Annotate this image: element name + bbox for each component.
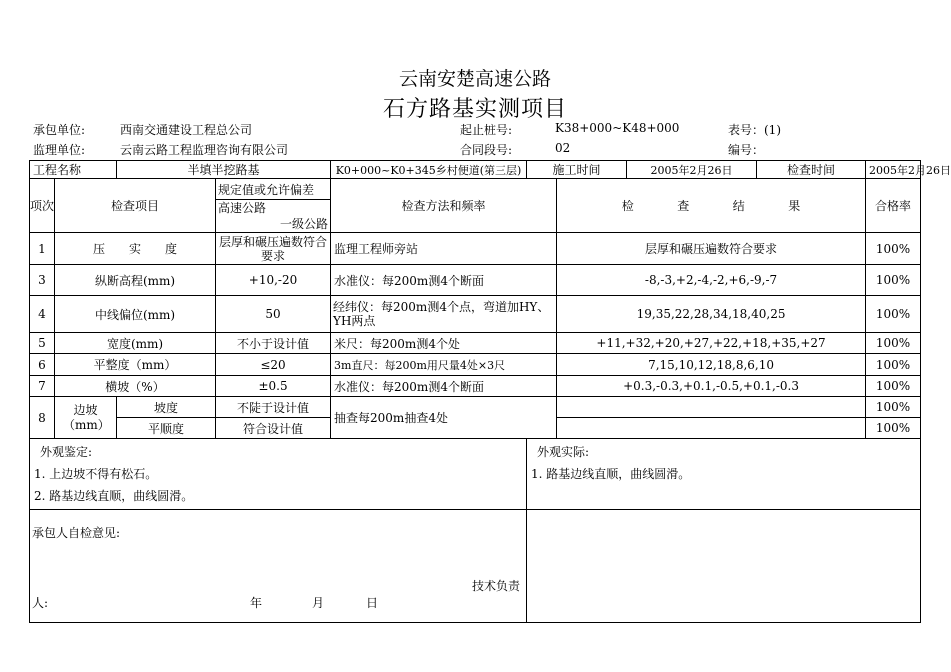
row-rate: 100% <box>866 296 921 333</box>
row-spec: 不小于设计值 <box>216 333 331 354</box>
date-day: 日 <box>366 596 379 610</box>
row-result: 层厚和碾压遍数符合要求 <box>557 233 866 265</box>
slope-sub-smoothness-spec: 符合设计值 <box>216 418 331 439</box>
appearance-left-title: 外观鉴定: <box>40 445 93 459</box>
col-header-spec-sub <box>216 200 331 233</box>
date-month: 月 <box>312 596 325 610</box>
row-method: 监理工程师旁站 <box>331 233 557 265</box>
col-header-pass-rate: 合格率 <box>866 179 921 233</box>
slope-rate-2: 100% <box>866 418 921 439</box>
tech-lead-label: 技术负责 <box>472 579 521 593</box>
row-no: 4 <box>30 296 55 333</box>
row-item: 平整度（mm） <box>55 354 216 376</box>
row-method: 水准仪：每200m测4个断面 <box>331 265 557 296</box>
col-header-method: 检查方法和频率 <box>331 179 557 233</box>
slope-sub-smoothness: 平顺度 <box>117 418 216 439</box>
slope-no: 8 <box>30 397 55 439</box>
row-result: +11,+32,+20,+27,+22,+18,+35,+27 <box>557 333 866 354</box>
row-item: 宽度(mm) <box>55 333 216 354</box>
row-no: 5 <box>30 333 55 354</box>
construct-time-value: 2005年2月26日 <box>627 161 757 179</box>
project-name-label: 工程名称 <box>30 161 117 179</box>
row-method: 水准仪：每200m测4个断面 <box>331 376 557 397</box>
row-spec: 层厚和碾压遍数符合要求 <box>216 233 331 265</box>
section-value: K0+000~K0+345乡村便道(第三层) <box>331 161 527 179</box>
row-method: 米尺：每200m测4个处 <box>331 333 557 354</box>
contract-value: 02 <box>555 141 571 155</box>
form-number: 表号：(1) <box>728 123 781 137</box>
col-header-result-1: 检 <box>621 199 634 213</box>
station-value: K38+000~K48+000 <box>555 121 680 135</box>
col-header-result-2: 查 <box>677 199 690 213</box>
col-header-spec: 规定值或允许偏差 <box>216 179 331 200</box>
self-check-label: 承包人自检意见: <box>32 526 121 540</box>
supervisor-label: 监理单位: <box>33 143 86 157</box>
col-header-result <box>557 179 866 233</box>
col-header-no: 项次 <box>30 179 55 233</box>
appearance-actual <box>527 439 921 510</box>
row-rate: 100% <box>866 265 921 296</box>
station-label: 起止桩号: <box>460 123 513 137</box>
appearance-assessment <box>30 439 527 510</box>
project-name-value: 半填半挖路基 <box>117 161 331 179</box>
row-item: 中线偏位(mm) <box>55 296 216 333</box>
row-rate: 100% <box>866 354 921 376</box>
row-spec: 50 <box>216 296 331 333</box>
row-result: -8,-3,+2,-4,-2,+6,-9,-7 <box>557 265 866 296</box>
slope-method: 抽查每200m抽查4处 <box>331 397 557 439</box>
date-year: 年 <box>250 596 263 610</box>
row-method: 经纬仪：每200m测4个点，弯道加HY、YH两点 <box>331 296 557 333</box>
row-result: 7,15,10,12,18,8,6,10 <box>557 354 866 376</box>
spec-highway-label: 高速公路 <box>218 201 267 215</box>
row-no: 7 <box>30 376 55 397</box>
col-header-result-4: 果 <box>788 199 801 213</box>
construct-time-label: 施工时间 <box>527 161 627 179</box>
document-title: 云南安楚高速公路 <box>398 68 551 90</box>
supervisor-value: 云南云路工程监理咨询有限公司 <box>120 143 289 157</box>
inspection-table <box>29 160 951 623</box>
appearance-right-item: 1. 路基边线直顺，曲线圆滑。 <box>531 467 691 481</box>
slope-result-1 <box>557 397 866 418</box>
spec-grade-label: 一级公路 <box>280 217 329 231</box>
appearance-left-item: 1. 上边坡不得有松石。 <box>34 467 158 481</box>
contractor-value: 西南交通建设工程总公司 <box>120 123 253 137</box>
row-result: 19,35,22,28,34,18,40,25 <box>557 296 866 333</box>
row-rate: 100% <box>866 376 921 397</box>
row-rate: 100% <box>866 233 921 265</box>
slope-sub-gradient-spec: 不陡于设计值 <box>216 397 331 418</box>
row-no: 6 <box>30 354 55 376</box>
slope-sub-gradient: 坡度 <box>117 397 216 418</box>
col-header-item: 检查项目 <box>55 179 216 233</box>
check-time-label: 检查时间 <box>757 161 866 179</box>
row-item: 横坡（%） <box>55 376 216 397</box>
row-no: 1 <box>30 233 55 265</box>
serial-number: 编号： <box>728 143 765 157</box>
row-spec: +10,-20 <box>216 265 331 296</box>
self-check-right-blank <box>527 510 921 623</box>
row-spec: ±0.5 <box>216 376 331 397</box>
slope-label: 边坡（mm） <box>55 397 117 439</box>
slope-rate-1: 100% <box>866 397 921 418</box>
row-method: 3m直尺：每200m用尺量4处×3尺 <box>331 354 557 376</box>
row-item: 压 实 度 <box>55 233 216 265</box>
row-no: 3 <box>30 265 55 296</box>
row-item: 纵断高程(mm) <box>55 265 216 296</box>
row-result: +0.3,-0.3,+0.1,-0.5,+0.1,-0.3 <box>557 376 866 397</box>
appearance-left-item: 2. 路基边线直顺，曲线圆滑。 <box>34 489 194 503</box>
row-spec: ≤20 <box>216 354 331 376</box>
col-header-result-3: 结 <box>732 199 745 213</box>
slope-result-2 <box>557 418 866 439</box>
document-subtitle: 石方路基实测项目 <box>382 97 567 122</box>
check-time-value: 2005年2月26日 <box>866 161 921 179</box>
person-label: 人: <box>32 596 49 610</box>
self-check-section <box>30 510 527 623</box>
contract-label: 合同段号: <box>460 143 513 157</box>
appearance-right-title: 外观实际: <box>537 445 590 459</box>
contractor-label: 承包单位: <box>33 123 86 137</box>
row-rate: 100% <box>866 333 921 354</box>
